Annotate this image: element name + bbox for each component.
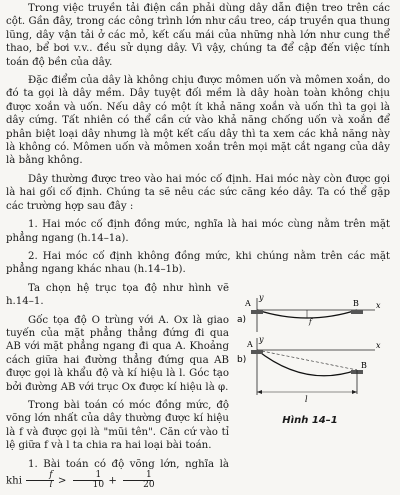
support-A-b xyxy=(251,350,263,354)
span-arrow-left xyxy=(257,390,262,394)
sag-f-a: f xyxy=(309,317,312,326)
paragraph-intro: Trong việc truyền tải điện cần phải dùng dây dẫn điện treo trên các cột. Gần đây, trong các công trình lớn như cầu treo, cáp truyền qua thung lũng, dây vận tải ở các mỏ, kết cấu mái của những nhà lớn như cung thể thao, bể bơi v.v.. đều sử dụng dây. Vì vậy, chúng ta để cập đến việc tính toán độ bền của dây. xyxy=(6,3,390,68)
point-B-b: B xyxy=(361,360,367,370)
fraction-1-over-10: $\frac{1}{10}$ xyxy=(71,471,104,490)
cable-curve-b xyxy=(257,350,357,376)
paragraph-case-1: 1. Hai móc cố định đồng mức, nghĩa là hai móc cùng nằm trên mặt phẳng ngang (h.14–1a). xyxy=(6,219,390,244)
paragraph-origin: Gốc tọa độ O trùng với A. Ox là giao tuyến của mặt phẳng thẳng đứng đi qua AB với mặt phẳng ngang đi qua A. Khoảng cách giữa hai đường thẳng đứng qua AB được gọi là khẩu độ và kí hiệu là l. Góc tạo bởi đường AB với trục Ox được kí hiệu là φ. xyxy=(6,314,229,393)
label-a: a) xyxy=(237,314,247,325)
span-arrow-right xyxy=(352,390,357,394)
axis-x-b: x xyxy=(376,340,381,350)
large-sag-text: 1. Bài toán có độ võng lớn, nghĩa là khi xyxy=(6,458,229,487)
paragraph-case-2: 2. Hai móc cố định không đồng mức, khi chúng nằm trên các mặt phẳng ngang khác nhau (h.14–1b). xyxy=(6,250,390,276)
paragraph-supports: Dây thường được treo vào hai móc cố định. Hai móc này còn được gọi là hai gối cố định. Chúng ta sẽ nêu các sức căng kéo dây. Ta có thể gặp các trường hợp sau đây : xyxy=(6,173,390,212)
axis-x-a: x xyxy=(376,300,381,310)
label-b: b) xyxy=(237,354,247,365)
plus-symbol: + xyxy=(108,475,117,487)
paragraph-large-sag xyxy=(6,458,229,490)
text-figure-row xyxy=(6,282,390,495)
axis-y-a: y xyxy=(259,292,264,302)
fraction-f-over-l: $\frac{f}{l}$ xyxy=(26,471,53,490)
figure-caption: Hình 14–1 xyxy=(282,415,338,427)
support-B-a xyxy=(351,310,363,314)
fraction-1-over-20: $\frac{1}{20}$ xyxy=(121,471,154,490)
span-l-b: l xyxy=(305,394,308,404)
figure-14-1 xyxy=(235,290,385,495)
cable-diagram xyxy=(235,290,385,408)
point-A-b: A xyxy=(247,339,253,349)
paragraph-axes: Ta chọn hệ trục tọa độ như hình vẽ h.14–1. xyxy=(6,282,229,308)
gt-symbol: > xyxy=(57,475,67,487)
point-B-a: B xyxy=(353,298,359,308)
point-A-a: A xyxy=(245,298,251,308)
paragraph-sag: Trong bài toán có móc đồng mức, độ võng lớn nhất của dây thường được kí hiệu là f và được gọi là "mũi tên". Căn cứ vào tỉ lệ giữa f và l ta chia ra hai loại bài toán. xyxy=(6,399,229,452)
support-A-a xyxy=(251,310,263,314)
left-column xyxy=(6,282,229,495)
axis-y-b: y xyxy=(259,334,264,344)
paragraph-flexible-cable: Đặc điểm của dây là không chịu được mômen uốn và mômen xoắn, do đó ta gọi là dây mềm. Dây tuyệt đối mềm là dây hoàn toàn không chịu được xoắn và uốn. Nếu dây có một ít khả năng xoắn và uốn thì ta gọi là dây cứng. Tất nhiên có thể cần cứ vào khả năng chống uốn và xoắn để phân biệt loại dây nhưng là một kết cấu dây thì ta xem các khả năng này là không có. Mômen uốn và mômen xoắn trên mọi mặt cắt ngang của dây là bằng không. xyxy=(6,75,390,167)
